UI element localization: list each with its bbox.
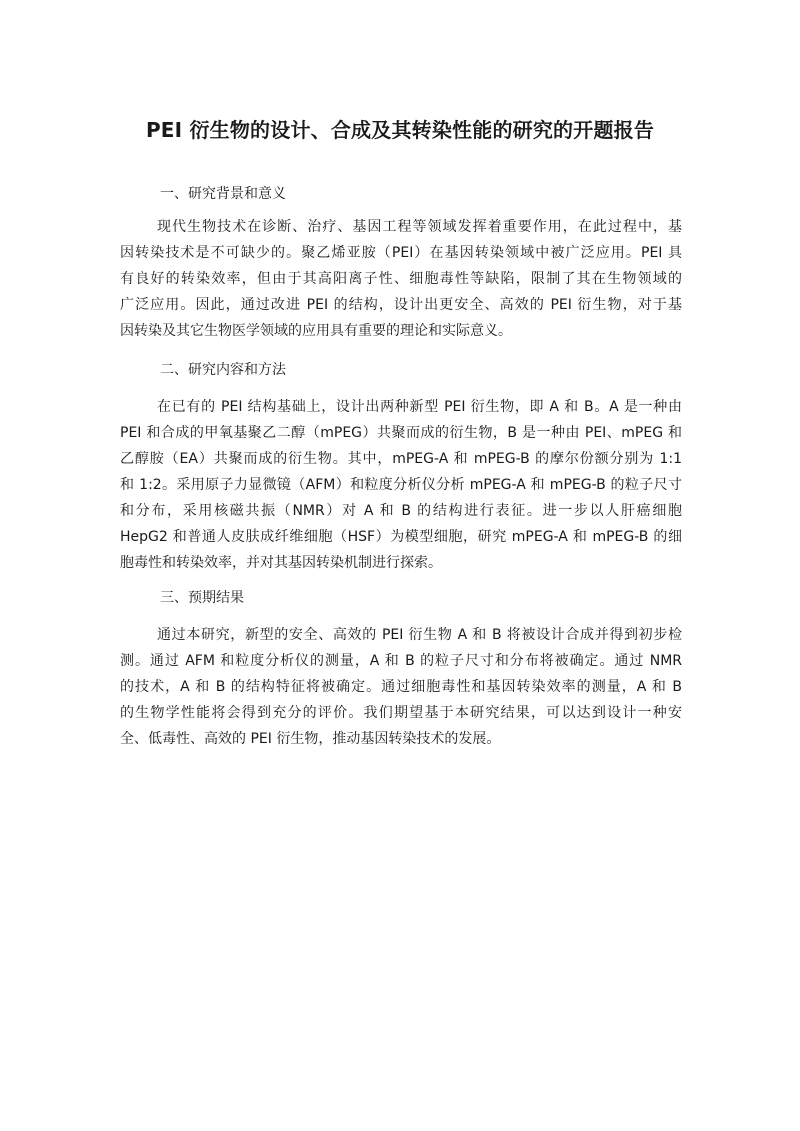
paragraph-background (120, 214, 682, 344)
section-heading-expected-results: 三、预期结果 (160, 590, 244, 606)
section-heading-content-methods: 二、研究内容和方法 (160, 362, 286, 378)
paragraph-line: PEI 和合成的甲氧基聚乙二醇（mPEG）共聚而成的衍生物，B 是一种由 PEI、mPEG 和 (120, 425, 682, 441)
paragraph-line: HepG2 和普通人皮肤成纤维细胞（HSF）为模型细胞，研究 mPEG-A 和 mPEG-B 的细 (120, 529, 682, 545)
paragraph-line: 通过本研究，新型的安全、高效的 PEI 衍生物 A 和 B 将被设计合成并得到初步检 (157, 627, 682, 643)
document-title: PEI 衍生物的设计、合成及其转染性能的研究的开题报告 (145, 118, 655, 142)
paragraph-line: 广泛应用。因此，通过改进 PEI 的结构，设计出更安全、高效的 PEI 衍生物，对于基 (120, 297, 682, 313)
section-heading-background: 一、研究背景和意义 (160, 186, 286, 202)
paragraph-line: 因转染技术是不可缺少的。聚乙烯亚胺（PEI）在基因转染领域中被广泛应用。PEI 具 (120, 245, 682, 261)
paragraph-line: 的生物学性能将会得到充分的评价。我们期望基于本研究结果，可以达到设计一种安 (120, 705, 682, 721)
paragraph-line: 有良好的转染效率，但由于其高阳离子性、细胞毒性等缺陷，限制了其在生物领域的 (120, 271, 682, 287)
paragraph-line: 和分布，采用核磁共振（NMR）对 A 和 B 的结构进行表征。进一步以人肝癌细胞 (120, 503, 682, 519)
paragraph-expected-results (120, 622, 682, 752)
paragraph-line: 现代生物技术在诊断、治疗、基因工程等领域发挥着重要作用，在此过程中，基 (157, 219, 682, 235)
paragraph-line: 在已有的 PEI 结构基础上，设计出两种新型 PEI 衍生物，即 A 和 B。A 是一种由 (157, 399, 682, 415)
paragraph-line: 的技术，A 和 B 的结构特征将被确定。通过细胞毒性和基因转染效率的测量，A 和 B (120, 679, 682, 695)
paragraph-line: 测。通过 AFM 和粒度分析仪的测量，A 和 B 的粒子尺寸和分布将被确定。通过 NMR (120, 653, 682, 669)
paragraph-line: 因转染及其它生物医学领域的应用具有重要的理论和实际意义。 (120, 323, 512, 339)
paragraph-line: 胞毒性和转染效率，并对其基因转染机制进行探索。 (120, 555, 442, 571)
paragraph-line: 和 1:2。采用原子力显微镜（AFM）和粒度分析仪分析 mPEG-A 和 mPEG-B 的粒子尺寸 (120, 477, 682, 493)
paragraph-content-methods (120, 394, 682, 576)
paragraph-line: 全、低毒性、高效的 PEI 衍生物，推动基因转染技术的发展。 (120, 731, 501, 747)
paragraph-line: 乙醇胺（EA）共聚而成的衍生物。其中，mPEG-A 和 mPEG-B 的摩尔份额分别为 1:1 (120, 451, 682, 467)
